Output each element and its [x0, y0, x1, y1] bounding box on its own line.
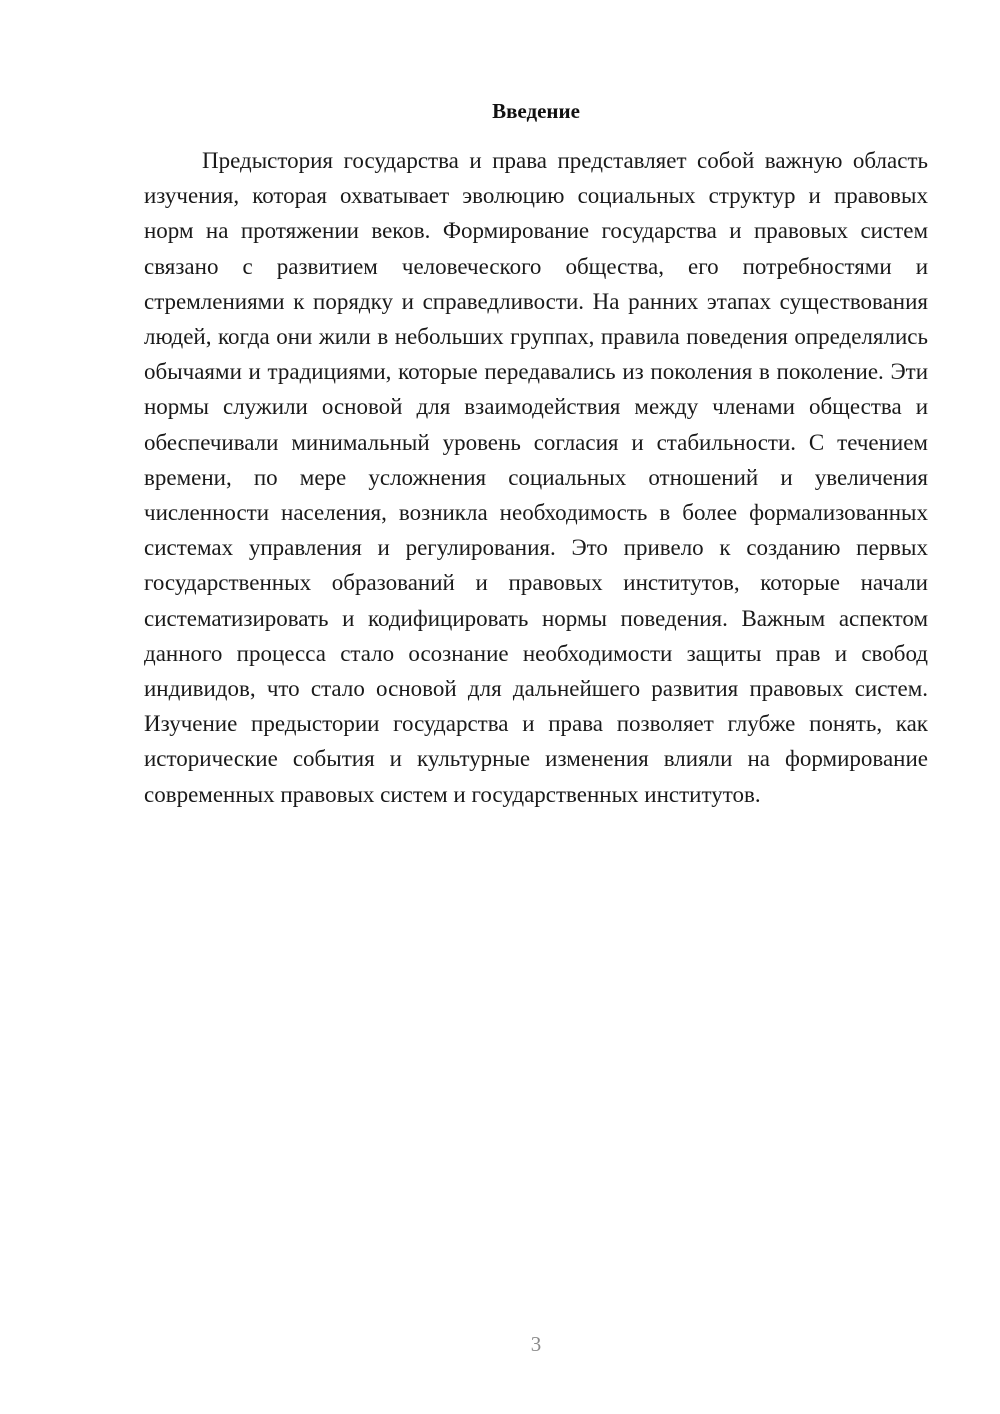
section-heading: Введение: [492, 99, 580, 123]
body-paragraph: Предыстория государства и права представляет собой важную область изучения, которая охватывает эволюцию социальных структур и правовых норм на протяжении веков. Формирование государства и правовых систем связано с развитием человеческого общества, его потребностями и стремлениями к порядку и справедливости. На ранних этапах существования людей, когда они жили в небольших группах, правила поведения определялись обычаями и традициями, которые передавались из поколения в поколение. Эти нормы служили основой для взаимодействия между членами общества и обеспечивали минимальный уровень согласия и стабильности. С течением времени, по мере усложнения социальных отношений и увеличения численности населения, возникла необходимость в более формализованных системах управления и регулирования. Это привело к созданию первых государственных образований и правовых институтов, которые начали систематизировать и кодифицировать нормы поведения. Важным аспектом данного процесса стало осознание необходимости защиты прав и свобод индивидов, что стало основой для дальнейшего развития правовых систем. Изучение предыстории государства и права позволяет глубже понять, как исторические события и культурные изменения влияли на формирование современных правовых систем и государственных институтов.: [144, 148, 928, 807]
page-number: 3: [530, 1332, 542, 1356]
